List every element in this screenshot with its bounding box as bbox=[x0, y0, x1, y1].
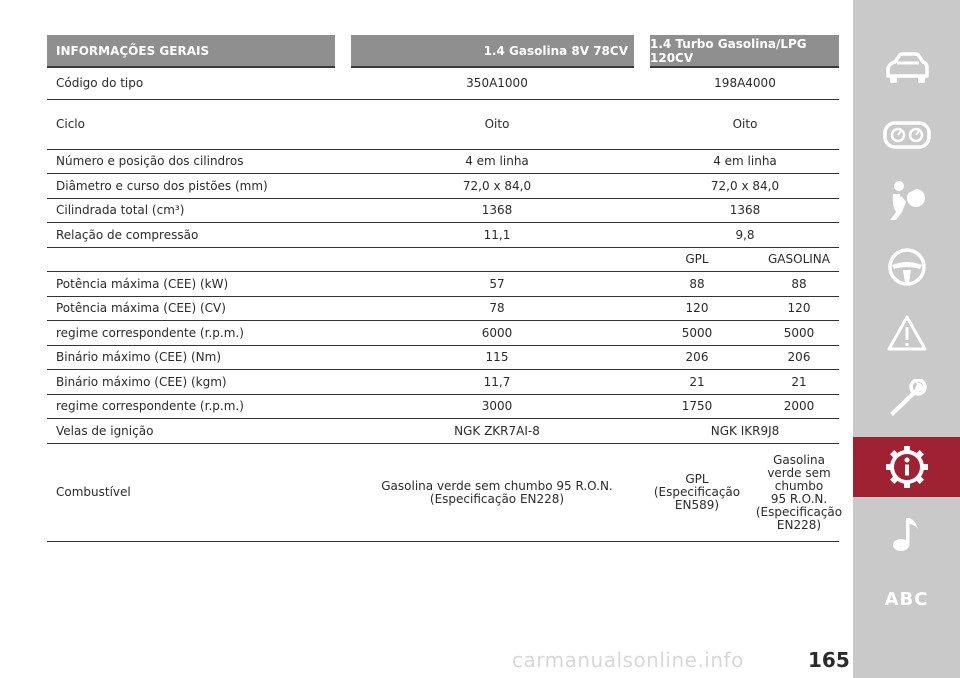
value-engine-1: 11,7 bbox=[483, 374, 511, 389]
sidebar-item-index[interactable] bbox=[853, 570, 960, 628]
value-engine-1: 57 bbox=[489, 276, 505, 291]
gear-info-icon bbox=[885, 445, 929, 489]
wrench-icon bbox=[887, 379, 927, 419]
value-gasolina: 120 bbox=[787, 301, 811, 315]
table-row-ciclo bbox=[47, 100, 839, 150]
fuel-gpl-header: GPL bbox=[685, 252, 709, 266]
value-engine-1: 350A1000 bbox=[466, 76, 528, 90]
value-engine-2: 198A4000 bbox=[714, 76, 776, 90]
value-engine-1: Oito bbox=[484, 117, 510, 131]
table-row-binkgm bbox=[47, 370, 839, 395]
value-gasolina: 206 bbox=[787, 350, 811, 364]
music-note-icon bbox=[892, 515, 922, 553]
value-engine-1: 11,1 bbox=[483, 227, 511, 242]
row-label: Binário máximo (CEE) (Nm) bbox=[56, 350, 222, 364]
value-engine-1: 72,0 x 84,0 bbox=[462, 178, 532, 193]
value-engine-2: 1368 bbox=[729, 203, 761, 217]
row-label: Código do tipo bbox=[56, 76, 144, 90]
sidebar-item-multimedia[interactable] bbox=[853, 505, 960, 563]
table-row-velas bbox=[47, 419, 839, 444]
value-gpl: 21 bbox=[689, 374, 705, 389]
value-engine-1: NGK ZKR7AI-8 bbox=[454, 423, 540, 438]
value-engine-2: 4 em linha bbox=[713, 154, 777, 168]
table-row-potkw bbox=[47, 272, 839, 297]
value-engine-2: 72,0 x 84,0 bbox=[710, 178, 780, 193]
value-gasolina: 5000 bbox=[783, 325, 815, 340]
value-gpl: 88 bbox=[689, 276, 705, 291]
sidebar-item-dashboard[interactable] bbox=[853, 106, 960, 164]
value-engine-2: NGK IKR9J8 bbox=[710, 423, 780, 438]
value-gpl: 120 bbox=[685, 301, 709, 315]
value-engine-1: 6000 bbox=[481, 325, 513, 340]
value-gpl: 5000 bbox=[681, 325, 713, 340]
table-row-binnm bbox=[47, 346, 839, 370]
value-gpl: GPL (Especificação EN589) bbox=[653, 472, 741, 512]
sidebar-item-car[interactable] bbox=[853, 40, 960, 98]
sidebar-item-safety[interactable] bbox=[853, 172, 960, 230]
sidebar-item-technical-data[interactable] bbox=[853, 437, 960, 497]
value-engine-2: 9,8 bbox=[735, 227, 755, 242]
row-label: regime correspondente (r.p.m.) bbox=[56, 399, 244, 413]
value-engine-2: Oito bbox=[732, 117, 758, 131]
value-gasolina: Gasolina verde sem chumbo 95 R.O.N. (Especificação EN228) bbox=[755, 452, 843, 532]
airbag-icon bbox=[886, 180, 928, 222]
table-row-regime1 bbox=[47, 321, 839, 346]
value-gasolina: 2000 bbox=[783, 399, 815, 413]
table-row-fuel-header bbox=[47, 248, 839, 272]
table-row-potcv bbox=[47, 297, 839, 321]
value-gpl: 1750 bbox=[681, 399, 713, 413]
table-row-regime2 bbox=[47, 395, 839, 419]
table-row-cilindros bbox=[47, 150, 839, 174]
row-label: Número e posição dos cilindros bbox=[56, 154, 244, 168]
index-abc-label: ABC bbox=[884, 588, 929, 610]
car-icon bbox=[884, 52, 930, 86]
warning-icon bbox=[886, 314, 928, 352]
header-general-info: INFORMAÇÕES GERAIS bbox=[47, 35, 335, 68]
value-gpl: 206 bbox=[685, 350, 709, 364]
row-label: Relação de compressão bbox=[56, 227, 199, 242]
table-row-compressao bbox=[47, 223, 839, 248]
row-label: Diâmetro e curso dos pistões (mm) bbox=[56, 178, 268, 193]
dashboard-icon bbox=[883, 121, 931, 149]
value-engine-1: 1368 bbox=[481, 203, 513, 217]
row-label: Potência máxima (CEE) (kW) bbox=[56, 276, 229, 291]
specifications-table bbox=[47, 68, 843, 542]
sidebar-item-driving[interactable] bbox=[853, 238, 960, 296]
row-label: Binário máximo (CEE) (kgm) bbox=[56, 374, 227, 389]
value-gasolina: 88 bbox=[791, 276, 807, 291]
row-label: Ciclo bbox=[56, 117, 85, 131]
header-engine-2: 1.4 Turbo Gasolina/LPG 120CV bbox=[650, 35, 839, 68]
sidebar-item-maintenance[interactable] bbox=[853, 370, 960, 428]
sidebar-item-emergency[interactable] bbox=[853, 304, 960, 362]
watermark: carmanualsonline.info bbox=[512, 648, 744, 672]
row-label: Combustível bbox=[56, 485, 131, 499]
page-number: 165 bbox=[808, 648, 850, 672]
value-gasolina: 21 bbox=[791, 374, 807, 389]
table-row-tipo bbox=[47, 68, 839, 100]
steering-wheel-icon bbox=[887, 247, 927, 287]
table-row-combustivel bbox=[47, 444, 843, 542]
row-label: Potência máxima (CEE) (CV) bbox=[56, 301, 226, 315]
row-label: Cilindrada total (cm³) bbox=[56, 203, 185, 217]
table-row-diametro bbox=[47, 174, 839, 199]
header-engine-1: 1.4 Gasolina 8V 78CV bbox=[351, 35, 634, 68]
value-engine-1: 115 bbox=[485, 350, 509, 364]
value-engine-1: 4 em linha bbox=[465, 154, 529, 168]
row-label: Velas de ignição bbox=[56, 423, 154, 438]
value-engine-1: 78 bbox=[489, 301, 505, 315]
value-engine-1: 3000 bbox=[481, 399, 513, 413]
table-row-cilindrada bbox=[47, 199, 839, 223]
value-engine-1: Gasolina verde sem chumbo 95 R.O.N. (Especificação EN228) bbox=[381, 478, 613, 506]
row-label: regime correspondente (r.p.m.) bbox=[56, 325, 244, 340]
chapter-sidebar bbox=[853, 0, 960, 678]
fuel-gasolina-header: GASOLINA bbox=[768, 252, 830, 266]
